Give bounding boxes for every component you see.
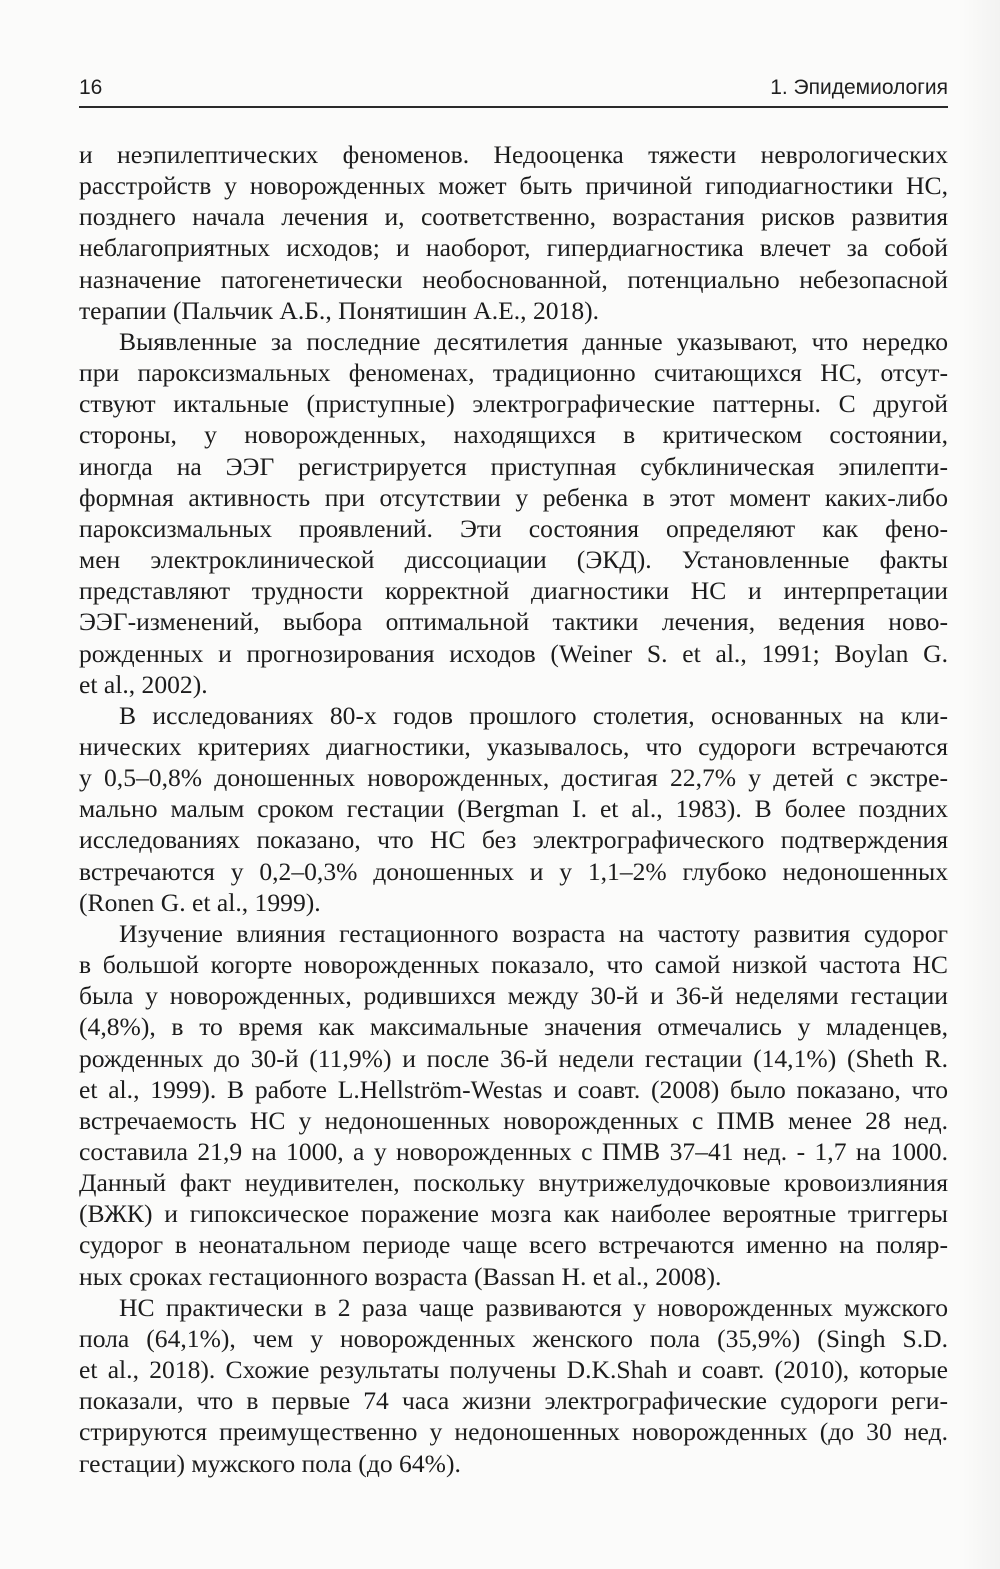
paragraph-2 [79, 326, 948, 700]
page-edge-shadow [962, 0, 1000, 1569]
text-line: судорог в неонатальном периоде чаще всего встречаются именно на поляр- [79, 1230, 948, 1260]
text-line: стрируются преимущественно у недоношенных новорожденных (до 30 нед. [79, 1417, 948, 1447]
text-line: Изучение влияния гестационного возраста на частоту развития судорог [119, 918, 948, 948]
text-line: и неэпилептических феноменов. Недооценка тяжести неврологических [79, 140, 948, 169]
text-line: НС практически в 2 раза чаще развиваются у новорожденных мужского [119, 1292, 948, 1322]
paragraph-3 [79, 700, 948, 918]
text-line: неблагоприятных исходов; и наоборот, гипердиагностика влечет за собой [79, 233, 948, 263]
text-line: позднего начала лечения и, соответственно, возрастания рисков развития [79, 202, 948, 232]
text-line: при пароксизмальных феноменах, традиционно считающихся НС, отсут- [79, 358, 948, 388]
text-line: расстройств у новорожденных может быть причиной гиподиагностики НС, [79, 171, 948, 201]
text-line: показали, что в первые 74 часа жизни электрографические судороги реги- [79, 1386, 948, 1416]
text-line: ствуют иктальные (приступные) электрографические паттерны. С другой [79, 389, 948, 419]
text-line: представляют трудности корректной диагностики НС и интерпретации [79, 576, 948, 606]
paragraph-1 [79, 139, 948, 326]
body-text [79, 139, 948, 1479]
text-line: была у новорожденных, родившихся между 30-й и 36-й неделями гестации [79, 981, 948, 1011]
text-line: Данный факт неудивителен, поскольку внутрижелудочковые кровоизлияния [79, 1168, 948, 1198]
text-line: et al., 1999). В работе L.Hellström-Westas и соавт. (2008) было показано, что [79, 1074, 948, 1104]
text-line: В исследованиях 80-х годов прошлого столетия, основанных на кли- [119, 700, 948, 730]
text-line: ЭЭГ-изменений, выбора оптимальной тактики лечения, ведения ново- [79, 607, 948, 637]
text-line: исследованиях показано, что НС без электрографического подтверждения [79, 825, 948, 855]
text-line: назначение патогенетически необоснованной, потенциально небезопасной [79, 264, 948, 294]
page-number: 16 [79, 76, 103, 99]
text-line: встречаемость НС у недоношенных новорожденных с ПМВ менее 28 нед. [79, 1105, 948, 1135]
text-line: формная активность при отсутствии у ребенка в этот момент каких-либо [79, 482, 948, 512]
text-line: встречаются у 0,2–0,3% доношенных и у 1,1–2% глубоко недоношенных [79, 856, 948, 886]
text-line: (Ronen G. et al., 1999). [79, 887, 321, 917]
text-line: et al., 2002). [79, 669, 208, 699]
text-line: составила 21,9 на 1000, а у новорожденных с ПМВ 37–41 нед. - 1,7 на 1000. [79, 1137, 948, 1166]
text-line: ных сроках гестационного возраста (Bassan H. et al., 2008). [79, 1261, 722, 1291]
text-line: пароксизмальных проявлений. Эти состояния определяют как фено- [79, 513, 948, 543]
text-line: мен электроклинической диссоциации (ЭКД). Установленные факты [79, 545, 948, 575]
text-line: пола (64,1%), чем у новорожденных женского пола (35,9%) (Singh S.D. [79, 1323, 948, 1353]
text-line: рожденных до 30-й (11,9%) и после 36-й недели гестации (14,1%) (Sheth R. [79, 1043, 948, 1073]
text-line: терапии (Пальчик А.Б., Понятишин А.Е., 2018). [79, 295, 600, 325]
text-line: стороны, у новорожденных, находящихся в критическом состоянии, [79, 420, 948, 450]
text-line: мально малым сроком гестации (Bergman I. et al., 1983). В более поздних [79, 794, 948, 824]
text-line: иногда на ЭЭГ регистрируется приступная субклиническая эпилепти- [79, 451, 948, 481]
text-line: нических критериях диагностики, указывалось, что судороги встречаются [79, 731, 948, 761]
text-line: (ВЖК) и гипоксическое поражение мозга как наиболее вероятные триггеры [79, 1199, 948, 1229]
running-head [79, 72, 948, 108]
text-line: рожденных и прогнозирования исходов (Weiner S. et al., 1991; Boylan G. [79, 638, 948, 668]
text-line: (4,8%), в то время как максимальные значения отмечались у младенцев, [79, 1012, 948, 1042]
text-line: у 0,5–0,8% доношенных новорожденных, достигая 22,7% у детей с экстре- [79, 763, 948, 793]
paragraph-5 [79, 1292, 948, 1479]
text-line: Выявленные за последние десятилетия данные указывают, что нередко [119, 326, 948, 356]
text-line: гестации) мужского пола (до 64%). [79, 1448, 461, 1478]
text-line: et al., 2018). Схожие результаты получены D.K.Shah и соавт. (2010), которые [79, 1355, 948, 1385]
paragraph-4 [79, 918, 948, 1292]
chapter-title: 1. Эпидемиология [770, 76, 948, 99]
text-line: в большой когорте новорожденных показало, что самой низкой частота НС [79, 950, 948, 980]
